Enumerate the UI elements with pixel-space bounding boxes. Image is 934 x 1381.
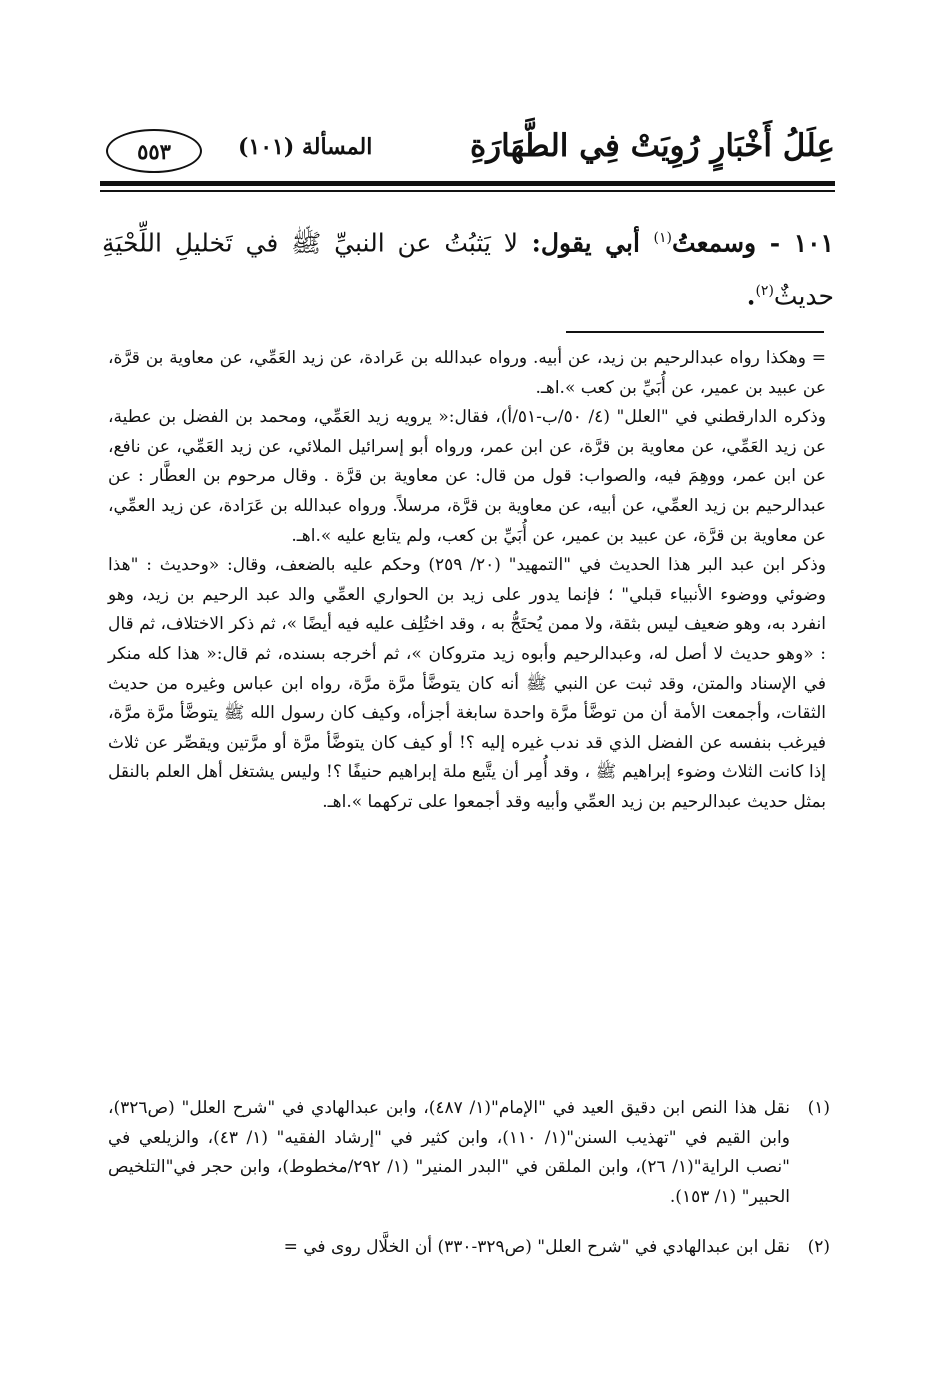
footnote-1-number: (١) — [807, 1098, 830, 1118]
footnote-1 — [108, 1094, 830, 1212]
continuation-paragraph-1: = وهكذا رواه عبدالرحيم بن زيد، عن أبيه. ورواه عبدالله بن عَرادة، عن زيد العَمِّي، عن معاوية بن قرَّة، عن عبيد بن عمير، عن أُبَيِّ بن كعب ».اهـ. — [108, 348, 826, 398]
footnote-1-text: نقل هذا النص ابن دقيق العيد في "الإمام"(١/ ٤٨٧)، وابن عبدالهادي في "شرح العلل" (ص٣٢٦)، وابن القيم في "تهذيب السنن"(١/ ١١٠)، وابن كثير في "إرشاد الفقيه" (١/ ٤٣)، والزيلعي في "نصب الراية"(١/ ٢٦)، وابن الملقن في "البدر المنير" (١/ ٢٩٢/مخطوط)، وابن حجر في"التلخيص الحبير" (١/ ١٥٣). — [108, 1098, 791, 1207]
footnote-2-number: (٢) — [807, 1237, 830, 1257]
page-number: ٥٥٣ — [106, 129, 202, 173]
footnote-ref-2: (٢) — [755, 283, 774, 300]
header-rule-thin — [100, 190, 835, 192]
footnote-2-text: نقل ابن عبدالهادي في "شرح العلل" (ص٣٢٩-٣٣٠) أن الخلَّال روى في = — [283, 1237, 790, 1257]
running-header — [100, 128, 835, 178]
entry-quote: لا يَثبُتُ عن النبيِّ ﷺ في تَخليلِ اللِّحْيَةِ حديثٌ — [102, 228, 834, 311]
continuation-paragraph-2: وذكره الدارقطني في "العلل" (٤/ ٥٠/ب-٥١/أ)، فقال:« يرويه زيد العَمِّي، ومحمد بن الفضل بن عطية، عن زيد العَمِّي، عن معاوية بن قرَّة، عن ابن عمر، ورواه أبو إسرائيل الملائي، عن زيد العَمِّي، عن نافع، عن ابن عمر، ووهِمَ فيه، والصواب: قول من قال: عن معاوية بن قرَّة . وقال مرحوم بن العطَّار : عن عبدالرحيم بن زيد العمِّي، عن أبيه، عن معاوية بن قرَّة، مرسلاً. ورواه عبدالله بن عَرَادة، عن زيد العمِّي، عن معاوية بن قرَّة، عن عبيد بن عمير، عن أُبَيِّ بن كعب، ولم يتابع عليه ».اهـ. — [108, 407, 826, 546]
footnote-continuation — [108, 344, 826, 818]
entry-lead: ١٠١ - وسمعتُ — [672, 228, 834, 258]
footnote-2 — [108, 1233, 830, 1263]
entry-end: . — [746, 281, 756, 311]
footnote-separator — [566, 331, 824, 333]
continuation-paragraph-3: وذكر ابن عبد البر هذا الحديث في "التمهيد" (٢٠/ ٢٥٩) وحكم عليه بالضعف، وقال: «وحديث : "هذا وضوئي ووضوء الأنبياء قبلي" ؛ فإنما يدور على زيد بن الحواري العمِّي والد عبد الرحيم بن زيد، وهو انفرد به، وهو ضعيف ليس بثقة، ولا ممن يُحتَجُّ به ، وقد اختُلِف عليه فيه أيضًا »، ثم ذكر الاختلاف، ثم قال : «وهو حديث لا أصل له، وعبدالرحيم وأبوه زيد متروكان »، ثم أخرجه بسنده، ثم قال:« هذا كله منكر في الإسناد والمتن، وقد ثبت عن النبي ﷺ أنه كان يتوضَّأ مرَّة مرَّة، رواه ابن عباس وغيره من حديث الثقات، وأجمعت الأمة أن من توضَّأ مرَّة واحدة سابغة أجزأه، وكيف كان رسول الله ﷺ يتوضَّأ مرَّة مرَّة، فيرغب بنفسه عن الفضل الذي قد ندب غيره إليه ؟! أو كيف كان يتوضَّأ مرَّة أو مرَّتين ويقصِّر عن ثلاث إذا كانت الثلاث وضوء إبراهيم ﷺ ، وقد أُمِر أن يتَّبع ملة إبراهيم حنيفًا ؟! وليس يشتغل أهل العلم بالنقل بمثل حديث عبدالرحيم بن زيد العمِّي وأبيه وقد أجمعوا على تركهما ».اهـ. — [108, 555, 826, 812]
header-rule-thick — [100, 181, 835, 186]
book-title: عِلَلُ أَخْبَارٍ رُوِيَتْ فِي الطَّهَارَةِ — [469, 128, 835, 164]
footnote-ref-1: (١) — [653, 230, 673, 246]
issue-entry — [102, 214, 834, 321]
issue-label: المسألة (١٠١) — [238, 134, 373, 160]
entry-speaker: أبي يقول: — [531, 228, 640, 258]
